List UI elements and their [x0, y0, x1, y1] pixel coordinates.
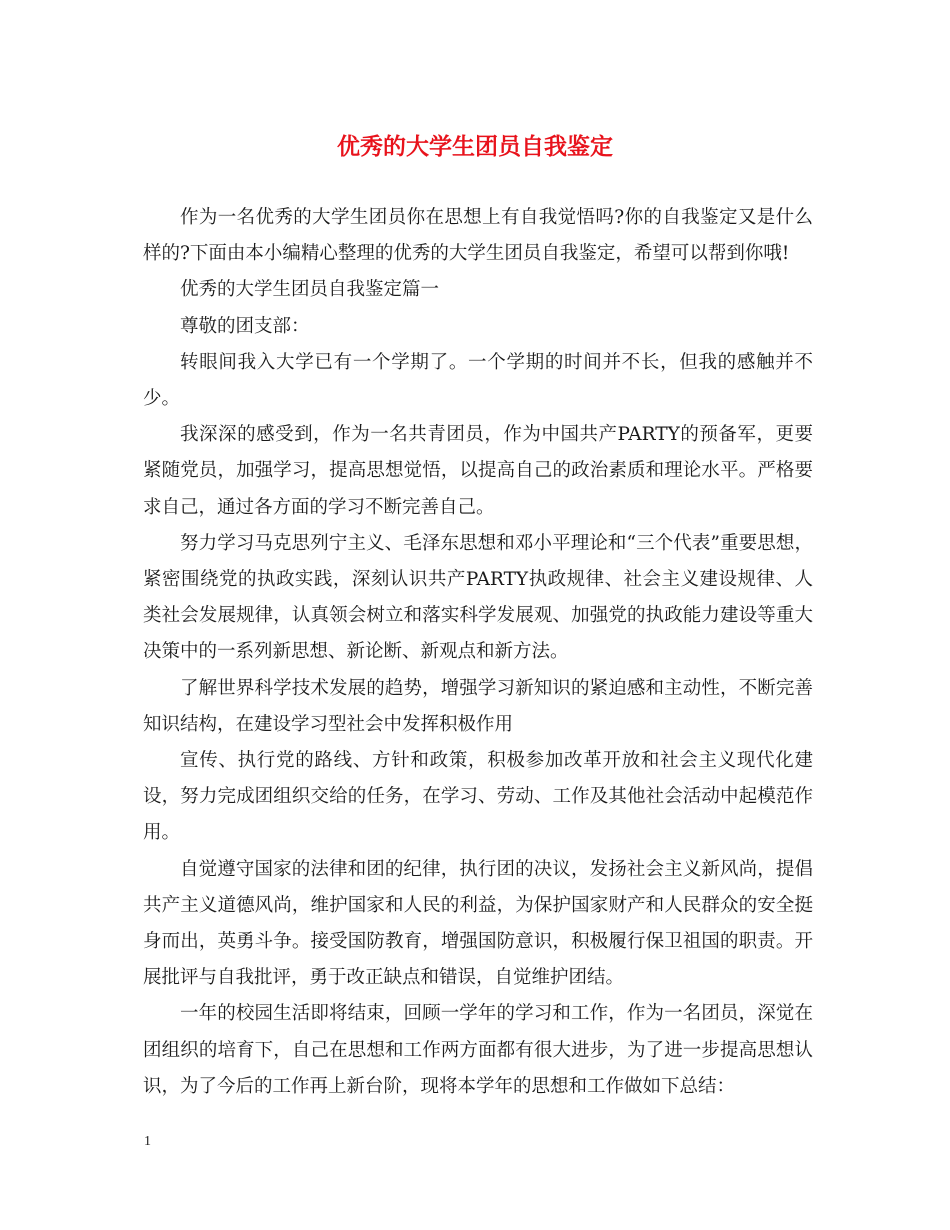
paragraph-intro: 作为一名优秀的大学生团员你在思想上有自我觉悟吗?你的自我鉴定又是什么样的?下面由本小编精心整理的优秀的大学生团员自我鉴定，希望可以帮到你哦!: [143, 207, 813, 265]
paragraph: 自觉遵守国家的法律和团的纪律，执行团的决议，发扬社会主义新风尚，提倡共产主义道德风尚，维护国家和人民的利益，为保护国家财产和人民群众的安全挺身而出，英勇斗争。接受国防教育，增强国防意识，积极履行保卫祖国的职责。开展批评与自我批评，勇于改正缺点和错误，自觉维护团结。: [143, 858, 813, 989]
document-title: 优秀的大学生团员自我鉴定: [337, 133, 613, 160]
paragraph: 努力学习马克思列宁主义、毛泽东思想和邓小平理论和“三个代表”重要思想，紧密围绕党的执政实践，深刻认识共产PARTY执政规律、社会主义建设规律、人类社会发展规律，认真领会树立和落实科学发展观、加强党的执政能力建设等重大决策中的一系列新思想、新论断、新观点和新方法。: [143, 532, 813, 663]
salutation: 尊敬的团支部：: [180, 315, 310, 337]
paragraph: 我深深的感受到，作为一名共青团员，作为中国共产PARTY的预备军，更要紧随党员，加强学习，提高思想觉悟，以提高自己的政治素质和理论水平。严格要求自己，通过各方面的学习不断完善自己。: [143, 424, 813, 518]
page-number: 1: [144, 1134, 151, 1149]
paragraph: 一年的校园生活即将结束，回顾一学年的学习和工作，作为一名团员，深觉在团组织的培育下，自己在思想和工作两方面都有很大进步，为了进一步提高思想认识，为了今后的工作再上新台阶，现将本学年的思想和工作做如下总结：: [143, 1003, 813, 1097]
paragraph: 宣传、执行党的路线、方针和政策，积极参加改革开放和社会主义现代化建设，努力完成团组织交给的任务，在学习、劳动、工作及其他社会活动中起模范作用。: [143, 750, 813, 844]
document-body: [143, 200, 813, 1105]
paragraph: 了解世界科学技术发展的趋势，增强学习新知识的紧迫感和主动性，不断完善知识结构，在建设学习型社会中发挥积极作用: [143, 677, 813, 735]
paragraph: 转眼间我入大学已有一个学期了。一个学期的时间并不长，但我的感触并不少。: [143, 351, 813, 410]
section-heading: 优秀的大学生团员自我鉴定篇一: [180, 279, 440, 301]
